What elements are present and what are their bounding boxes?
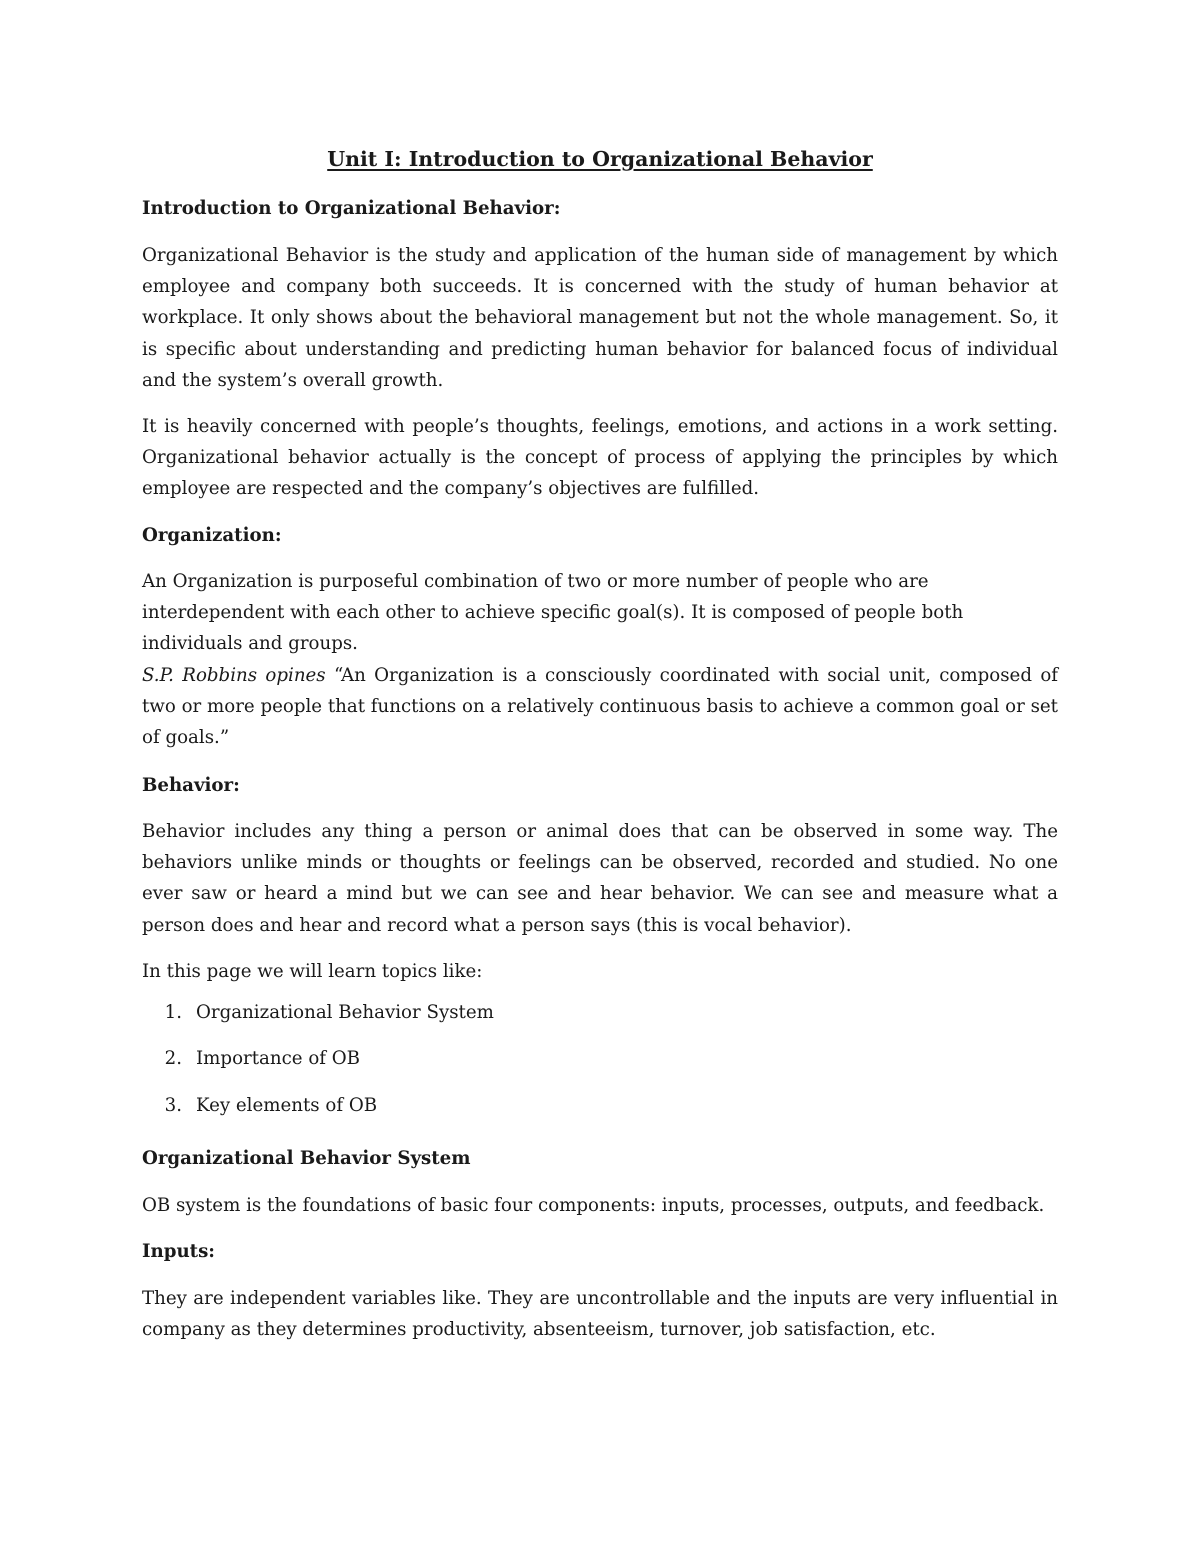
- intro-paragraph-1: Organizational Behavior is the study and application of the human side of management by which employee and company both succeeds. It is concerned with the study of human behavior at workplace. It only shows about the behavioral management but not the whole management. So, it is specific about understanding and predicting human behavior for balanced focus of individual and the system’s overall growth.: [142, 245, 1058, 391]
- inputs-heading: Inputs:: [142, 1241, 216, 1262]
- intro-paragraph-2: It is heavily concerned with people’s thoughts, feelings, emotions, and actions in a work setting. Organizational behavior actually is the concept of process of applying the principles by which employee are respected and the company’s objectives are fulfilled.: [142, 416, 1058, 500]
- quote-text: “An Organization is a consciously coordinated with social unit, composed of two or more people that functions on a relatively continuous basis to achieve a common goal or set of goals.”: [142, 664, 1058, 749]
- quote-author: S.P. Robbins opines: [142, 664, 326, 686]
- list-item-label: Organizational Behavior System: [196, 1002, 494, 1023]
- intro-heading: Introduction to Organizational Behavior:: [142, 198, 561, 219]
- behavior-heading: Behavior:: [142, 775, 240, 796]
- list-item-number: 3.: [164, 1095, 182, 1116]
- list-item: [142, 1002, 494, 1023]
- ob-system-paragraph: OB system is the foundations of basic four components: inputs, processes, outputs, and feedback.: [142, 1195, 1045, 1216]
- organization-definition: [142, 566, 1058, 753]
- list-item-label: Importance of OB: [196, 1048, 361, 1069]
- page-title: Unit I: Introduction to Organizational Behavior: [327, 147, 873, 171]
- list-item: [142, 1095, 377, 1116]
- organization-line-2: interdependent with each other to achieve specific goal(s). It is composed of people both: [142, 602, 964, 624]
- ob-system-heading: Organizational Behavior System: [142, 1148, 471, 1169]
- organization-line-3: individuals and groups.: [142, 633, 358, 655]
- topics-intro: In this page we will learn topics like:: [142, 961, 483, 982]
- list-item-number: 2.: [164, 1048, 182, 1069]
- inputs-paragraph: They are independent variables like. They are uncontrollable and the inputs are very influential in company as they determines productivity, absenteeism, turnover, job satisfaction, etc.: [142, 1288, 1058, 1341]
- organization-line-1: An Organization is purposeful combination of two or more number of people who are: [142, 571, 929, 592]
- behavior-paragraph: Behavior includes any thing a person or animal does that can be observed in some way. The behaviors unlike minds or thoughts or feelings can be observed, recorded and studied. No one ever saw or heard a mind but we can see and hear behavior. We can see and measure what a person does and hear and record what a person says (this is vocal behavior).: [142, 821, 1058, 936]
- robbins-quote: [142, 660, 1058, 754]
- list-item: [142, 1048, 360, 1069]
- list-item-label: Key elements of OB: [196, 1095, 378, 1116]
- organization-heading: Organization:: [142, 525, 282, 546]
- list-item-number: 1.: [164, 1002, 182, 1023]
